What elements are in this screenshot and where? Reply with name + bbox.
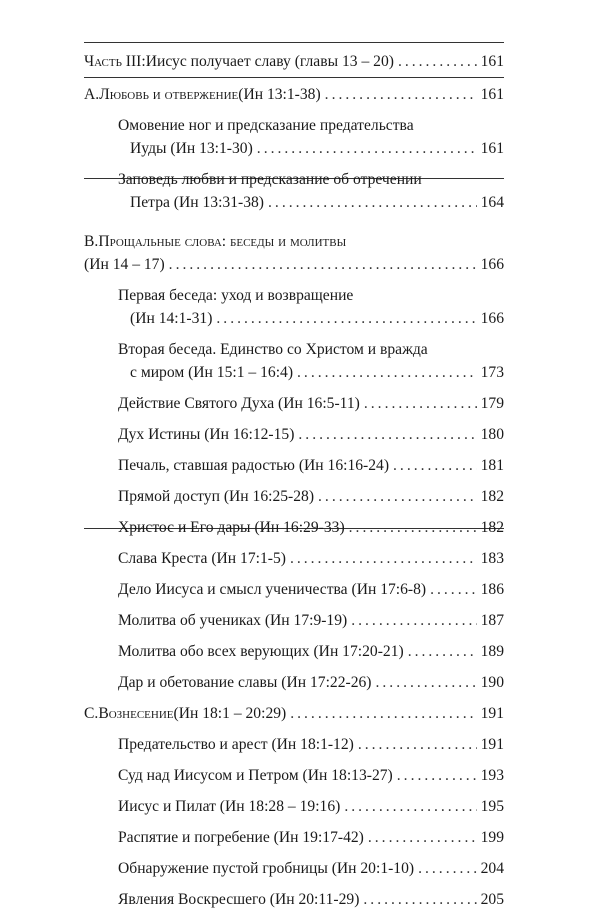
toc-entry[interactable]	[84, 733, 504, 756]
entry-title: Действие Святого Духа (Ин 16:5-11)	[118, 395, 360, 412]
dot-leader	[418, 857, 477, 880]
page-number: 166	[480, 256, 504, 273]
page-number: 182	[480, 488, 504, 505]
page-number: 161	[480, 140, 504, 157]
dot-leader	[376, 671, 477, 694]
entry-title: Вторая беседа. Единство со Христом и вражда	[118, 341, 428, 358]
page-number: 195	[480, 798, 504, 815]
toc-entry[interactable]	[84, 547, 504, 570]
page-number: 193	[480, 767, 504, 784]
page-number: 204	[480, 860, 504, 877]
entry-title: Христос и Его дары (Ин 16:29-33)	[118, 519, 345, 536]
entry-title: Предательство и арест (Ин 18:1-12)	[118, 736, 354, 753]
entry-ref: с миром (Ин 15:1 – 16:4)	[130, 364, 294, 381]
entry-title: Распятие и погребение (Ин 19:17-42)	[118, 829, 364, 846]
entry-ref: Иуды (Ин 13:1-30)	[130, 140, 253, 157]
dot-leader	[364, 392, 477, 415]
page-number: 164	[480, 194, 504, 211]
toc-entry[interactable]	[84, 83, 504, 106]
toc-entry[interactable]	[84, 454, 504, 477]
section-letter: A.	[84, 86, 100, 103]
section-title: Любовь и отвержение	[99, 86, 239, 103]
section-letter: C.	[84, 705, 99, 722]
page-number: 190	[480, 674, 504, 691]
entry-title: Иисус и Пилат (Ин 18:28 – 19:16)	[118, 798, 341, 815]
toc-entry[interactable]	[84, 795, 504, 818]
toc-entry[interactable]	[84, 50, 504, 73]
entry-title: Молитва об учениках (Ин 17:9-19)	[118, 612, 348, 629]
dot-leader	[397, 764, 477, 787]
dot-leader	[169, 253, 477, 276]
toc-entry[interactable]	[84, 640, 504, 663]
part-title: Иисус получает славу (главы 13 – 20)	[145, 53, 394, 70]
section-ref: (Ин 13:1-38)	[238, 86, 321, 103]
dot-leader	[290, 702, 476, 725]
entry-title: Заповедь любви и предсказание об отречении	[118, 171, 422, 188]
entry-title: Слава Креста (Ин 17:1-5)	[118, 550, 286, 567]
entry-title: Первая беседа: уход и возвращение	[118, 287, 354, 304]
toc-entry[interactable]	[84, 888, 504, 911]
page-number: 189	[480, 643, 504, 660]
entry-title: Молитва обо всех верующих (Ин 17:20-21)	[118, 643, 404, 660]
page-number: 179	[480, 395, 504, 412]
dot-leader	[398, 50, 477, 73]
entry-title: Дело Иисуса и смысл ученичества (Ин 17:6-8)	[118, 581, 427, 598]
entry-ref: (Ин 14 – 17)	[84, 256, 165, 273]
entry-title: Прямой доступ (Ин 16:25-28)	[118, 488, 315, 505]
part-label: Часть III:	[84, 53, 146, 70]
toc-entry[interactable]	[84, 114, 504, 160]
page-number: 186	[480, 581, 504, 598]
entry-ref: Петра (Ин 13:31-38)	[130, 194, 265, 211]
dot-leader	[430, 578, 477, 601]
page-number: 191	[480, 705, 504, 722]
dot-leader	[344, 795, 476, 818]
dot-leader	[351, 609, 476, 632]
dot-leader	[216, 307, 476, 330]
toc-entry[interactable]	[84, 764, 504, 787]
entry-title: Обнаружение пустой гробницы (Ин 20:1-10)	[118, 860, 415, 877]
page-number: 181	[480, 457, 504, 474]
page-number: 199	[480, 829, 504, 846]
dot-leader	[363, 888, 476, 911]
page-number: 161	[480, 53, 504, 70]
dot-leader	[290, 547, 477, 570]
toc-entry[interactable]	[84, 284, 504, 330]
page-number: 182	[480, 519, 504, 536]
section-title: Прощальные слова: беседы и молитвы	[98, 233, 347, 250]
section-ref: (Ин 18:1 – 20:29)	[173, 705, 287, 722]
dot-leader	[298, 423, 476, 446]
page-number: 173	[480, 364, 504, 381]
dot-leader	[318, 485, 477, 508]
toc-entry[interactable]	[84, 423, 504, 446]
page-number: 205	[480, 891, 504, 908]
entry-ref: (Ин 14:1-31)	[130, 310, 213, 327]
toc-entry[interactable]	[84, 826, 504, 849]
entry-title: Печаль, ставшая радостью (Ин 16:16-24)	[118, 457, 390, 474]
toc-entry[interactable]	[84, 485, 504, 508]
dot-leader	[268, 191, 477, 214]
entry-title: Суд над Иисусом и Петром (Ин 18:13-27)	[118, 767, 393, 784]
toc-entry[interactable]	[84, 671, 504, 694]
toc-entry[interactable]	[84, 857, 504, 880]
toc-entry[interactable]	[84, 168, 504, 214]
toc-entry[interactable]	[84, 338, 504, 384]
page-number: 166	[480, 310, 504, 327]
toc-entry[interactable]	[84, 516, 504, 539]
section-title: Вознесение	[98, 705, 174, 722]
dot-leader	[358, 733, 477, 756]
divider-top	[84, 42, 504, 43]
entry-title: Дух Истины (Ин 16:12-15)	[118, 426, 295, 443]
entry-title: Дар и обетование славы (Ин 17:22-26)	[118, 674, 372, 691]
section-letter: B.	[84, 233, 99, 250]
dot-leader	[257, 137, 477, 160]
dot-leader	[368, 826, 477, 849]
toc-entry[interactable]	[84, 230, 504, 276]
page-number: 187	[480, 612, 504, 629]
toc-entry[interactable]	[84, 392, 504, 415]
page-number: 183	[480, 550, 504, 567]
toc-entry[interactable]	[84, 609, 504, 632]
dot-leader	[297, 361, 477, 384]
dot-leader	[349, 516, 477, 539]
page-number: 191	[480, 736, 504, 753]
entry-title: Омовение ног и предсказание предательства	[118, 117, 414, 134]
entry-title: Явления Воскресшего (Ин 20:11-29)	[118, 891, 360, 908]
toc-entry[interactable]	[84, 702, 504, 725]
dot-leader	[325, 83, 477, 106]
page-number: 180	[480, 426, 504, 443]
dot-leader	[408, 640, 477, 663]
toc-entry[interactable]	[84, 578, 504, 601]
table-of-contents	[84, 50, 504, 919]
dot-leader	[393, 454, 477, 477]
page-number: 161	[480, 86, 504, 103]
